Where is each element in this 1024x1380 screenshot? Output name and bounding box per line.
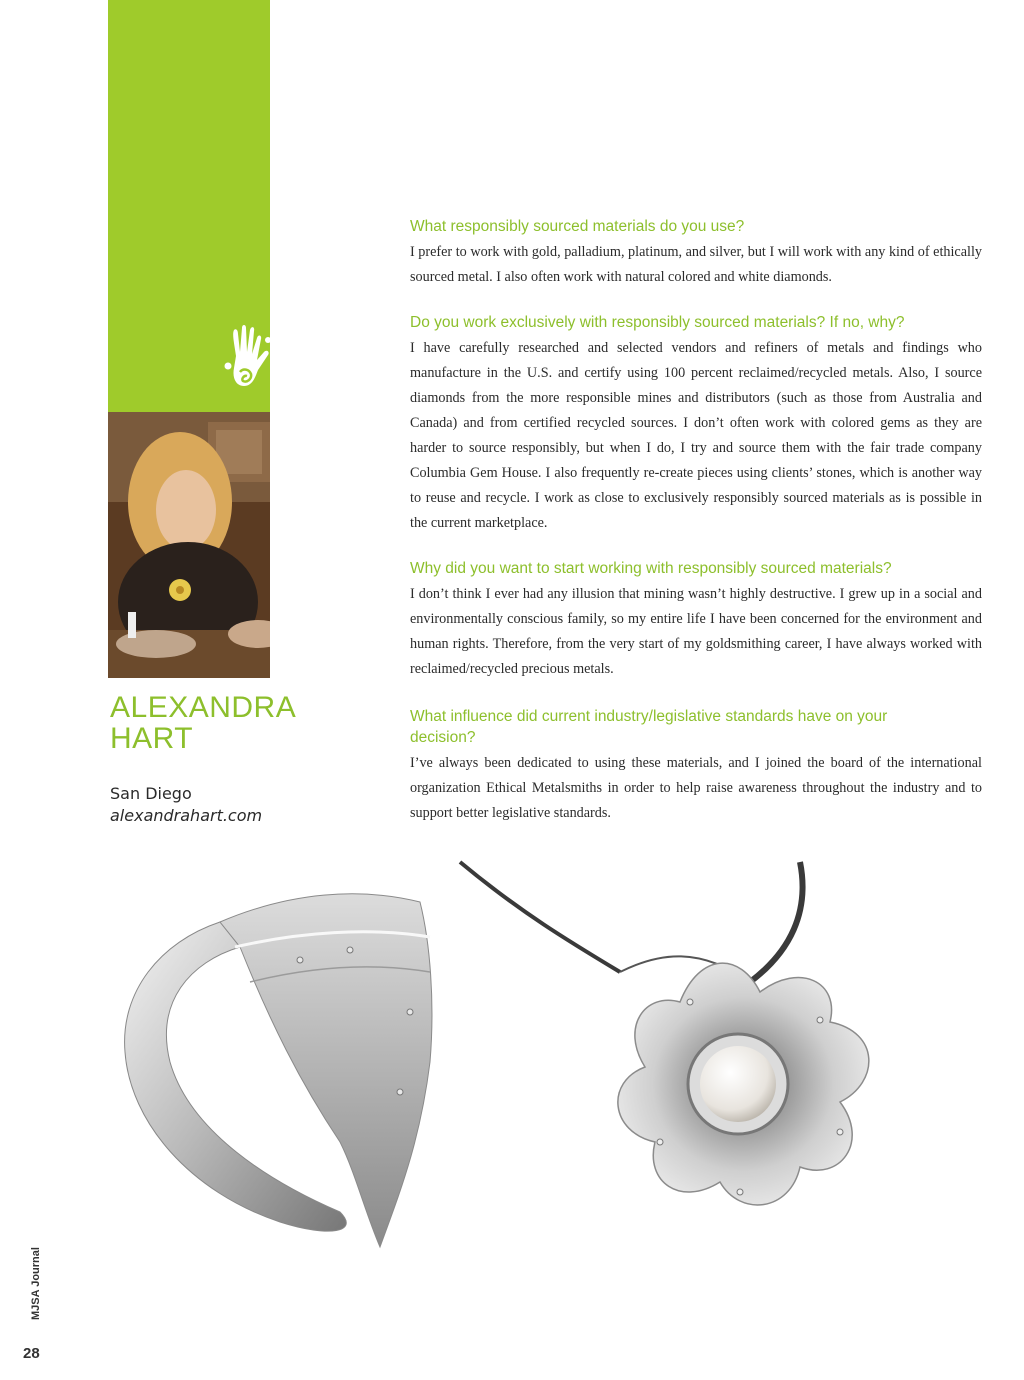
artist-name (110, 692, 296, 754)
journal-title: MJSA Journal (30, 1247, 42, 1320)
artist-website[interactable]: alexandrahart.com (110, 806, 263, 825)
qa-block-4 (410, 706, 982, 826)
question-heading: What influence did current industry/legislative standards have on your decision? (410, 708, 888, 746)
qa-block-1 (410, 216, 982, 290)
answer-text: I have carefully researched and selected vendors and refiners of metals and findings who manufacture in the U.S. and certify using 100 percent reclaimed/recycled metals. Also, I source diamonds from the more responsible mines and distributors (such as those from Australia and Canada) and from certified recycled sources. I don’t often work with colored gems as they are harder to source responsibly, but when I do, I try and source them with the fair trade company Columbia Gem House. I also frequently re-create pieces using clients’ stones, which is another way to reuse and recycle. I work as close to exclusively responsibly sourced materials as is possible in the current marketplace. (410, 340, 982, 531)
answer-text: I’ve always been dedicated to using these materials, and I joined the board of the international organization Ethical Metalsmiths in order to help raise awareness throughout the industry and to support better legislative standards. (410, 755, 982, 821)
artist-city: San Diego (110, 784, 192, 803)
handprint-logo-icon (222, 322, 274, 400)
flower-pendant-necklace (460, 862, 869, 1205)
question-heading: What responsibly sourced materials do you use? (410, 218, 745, 235)
silver-cuff-bracelet (125, 894, 432, 1247)
qa-block-3 (410, 558, 982, 682)
jewelry-photo (100, 852, 1020, 1292)
question-heading: Why did you want to start working with responsibly sourced materials? (410, 560, 892, 577)
answer-text: I prefer to work with gold, palladium, platinum, and silver, but I will work with any kind of ethically sourced metal. I also often work with natural colored and white diamonds. (410, 244, 982, 285)
artist-portrait-photo (108, 412, 270, 678)
question-heading: Do you work exclusively with responsibly sourced materials? If no, why? (410, 314, 905, 331)
answer-text: I don’t think I ever had any illusion that mining wasn’t highly destructive. I grew up in a social and environmentally conscious family, so my entire life I have been concerned for the environment and human rights. Therefore, from the very start of my goldsmithing career, I have always worked with reclaimed/recycled precious metals. (410, 586, 982, 677)
artist-name-last: HART (110, 722, 194, 755)
artist-name-first: ALEXANDRA (110, 691, 297, 724)
qa-block-2 (410, 312, 982, 536)
page-number: 28 (23, 1345, 40, 1362)
page-footer (22, 1190, 62, 1380)
